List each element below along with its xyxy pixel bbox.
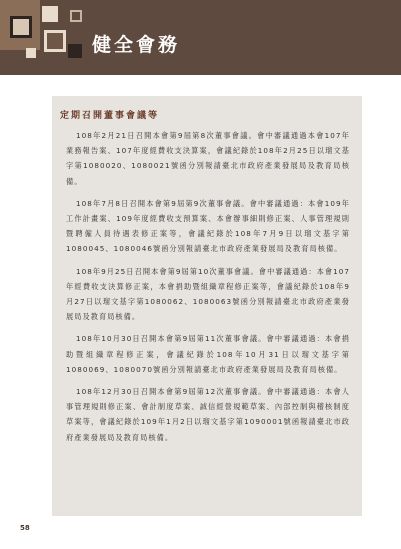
paragraph: 108年2月21日召開本會第9屆第8次董事會議。會中審議通過本會107年業務報告案、107年度經費收支決算案，會議紀錄於108年2月25日以瑠文基字第1080020、1080021號函分別報請臺北市政府產業發展局及教育局核備。 <box>66 131 350 186</box>
decorative-square <box>70 10 82 22</box>
paragraph: 108年9月25日召開本會第9屆第10次董事會議。會中審議通過：本會107年經費收支決算修正案，本會捐助暨組織章程修正案等，會議紀錄於108年9月27日以瑠文基字第1080062、1080063號函分別報請臺北市政府產業發展局及教育局核備。 <box>66 266 350 322</box>
header-banner <box>0 0 401 75</box>
decorative-square <box>68 44 82 58</box>
decorative-square <box>10 16 32 38</box>
paragraph: 108年10月30日召開本會第9屆第11次董事會議。會中審議通過：本會捐助暨組織章程修正案，會議紀錄於108年10月31日以瑠文基字第1080069、1080070號函分別報請臺北市政府產業發展局及教育局核備。 <box>66 334 350 374</box>
paragraph: 108年7月8日召開本會第9屆第9次董事會議。會中審議通過：本會109年工作計畫案、109年度經費收支預算案、本會辦事細則修正案、人事管理規則暨聘僱人員待遇表修正案等，會議紀錄於108年7月9日以瑠文基字第1080045、1080046號函分別報請臺北市政府產業發展局及教育局核備。 <box>66 198 350 254</box>
paragraph: 108年12月30日召開本會第9屆第12次董事會議。會中審議通過：本會人事管理規則修正案、會計制度草案、誠信經營規範草案、內部控制與稽核制度草案等，會議紀錄於109年1月2日以瑠文基字第1090001號函報請臺北市政府產業發展局及教育局核備。 <box>66 387 350 442</box>
body-text <box>66 128 350 452</box>
section-title: 定期召開董事會議等 <box>60 111 160 121</box>
decorative-square <box>42 6 58 22</box>
chapter-title: 健全會務 <box>92 34 181 56</box>
decorative-square <box>44 30 66 52</box>
page-number: 58 <box>20 524 30 532</box>
decorative-square <box>26 48 36 58</box>
